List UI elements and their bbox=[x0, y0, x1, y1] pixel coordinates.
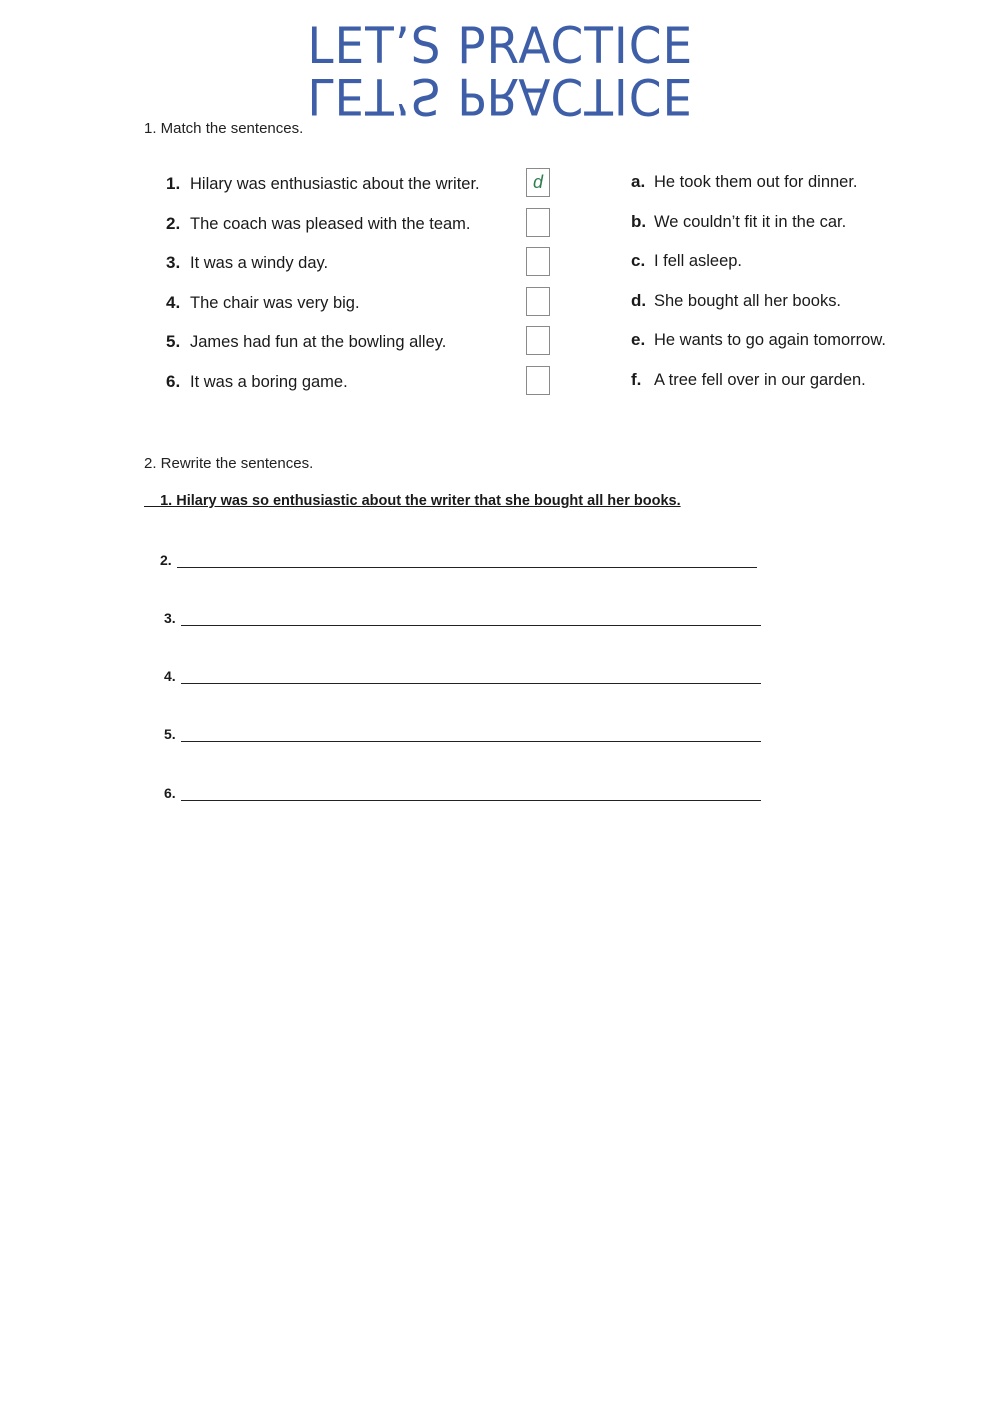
left-sentence: It was a boring game. bbox=[190, 372, 348, 391]
right-letter: b. bbox=[631, 212, 647, 231]
answer-line[interactable] bbox=[181, 800, 761, 801]
page-title: LET’S PRACTICE bbox=[307, 17, 693, 75]
section2-heading: 2. Rewrite the sentences. bbox=[144, 455, 314, 472]
answer-line[interactable] bbox=[181, 683, 761, 684]
right-sentence: I fell asleep. bbox=[654, 251, 743, 270]
right-letter: a. bbox=[631, 172, 646, 191]
line-number: 3. bbox=[164, 610, 176, 626]
rewrite-line-2[interactable] bbox=[160, 552, 760, 572]
match-row-5 bbox=[0, 326, 1000, 362]
left-sentence: Hilary was enthusiastic about the writer. bbox=[190, 174, 480, 193]
right-letter: c. bbox=[631, 251, 646, 270]
match-row-1 bbox=[0, 168, 1000, 204]
match-row-6 bbox=[0, 366, 1000, 402]
answer-box-6[interactable] bbox=[526, 366, 550, 395]
rewrite-line-4[interactable] bbox=[164, 668, 764, 688]
answer-line[interactable] bbox=[177, 567, 757, 568]
left-number: 3. bbox=[166, 253, 181, 272]
answer-box-1[interactable]: d bbox=[526, 168, 550, 197]
left-sentence: The coach was pleased with the team. bbox=[190, 214, 471, 233]
right-sentence: We couldn’t fit it in the car. bbox=[654, 212, 847, 231]
line-number: 6. bbox=[164, 785, 176, 801]
left-number: 4. bbox=[166, 293, 181, 312]
line-number: 4. bbox=[164, 668, 176, 684]
right-sentence: She bought all her books. bbox=[654, 291, 842, 310]
title-container bbox=[0, 14, 1000, 78]
answer-box-3[interactable] bbox=[526, 247, 550, 276]
match-row-4 bbox=[0, 287, 1000, 323]
right-sentence: He took them out for dinner. bbox=[654, 172, 858, 191]
rewrite-line-6[interactable] bbox=[164, 785, 764, 805]
answer-box-2[interactable] bbox=[526, 208, 550, 237]
right-sentence: A tree fell over in our garden. bbox=[654, 370, 866, 389]
right-letter: d. bbox=[631, 291, 647, 310]
rewrite-line-3[interactable] bbox=[164, 610, 764, 630]
answer-line[interactable] bbox=[181, 741, 761, 742]
line-number: 2. bbox=[160, 552, 172, 568]
left-sentence: The chair was very big. bbox=[190, 293, 360, 312]
section1-heading: 1. Match the sentences. bbox=[144, 120, 304, 137]
line-number: 5. bbox=[164, 726, 176, 742]
answer-box-5[interactable] bbox=[526, 326, 550, 355]
right-letter: e. bbox=[631, 330, 646, 349]
left-number: 2. bbox=[166, 214, 181, 233]
left-number: 5. bbox=[166, 332, 181, 351]
match-row-2 bbox=[0, 208, 1000, 244]
example-sentence: 1. Hilary was so enthusiastic about the writer that she bought all her books. bbox=[144, 493, 681, 509]
match-row-3 bbox=[0, 247, 1000, 283]
left-number: 1. bbox=[166, 174, 181, 193]
right-sentence: He wants to go again tomorrow. bbox=[654, 330, 886, 349]
answer-line[interactable] bbox=[181, 625, 761, 626]
right-letter: f. bbox=[631, 370, 642, 389]
left-number: 6. bbox=[166, 372, 181, 391]
left-sentence: It was a windy day. bbox=[190, 253, 329, 272]
answer-box-4[interactable] bbox=[526, 287, 550, 316]
left-sentence: James had fun at the bowling alley. bbox=[190, 332, 447, 351]
rewrite-line-5[interactable] bbox=[164, 726, 764, 746]
